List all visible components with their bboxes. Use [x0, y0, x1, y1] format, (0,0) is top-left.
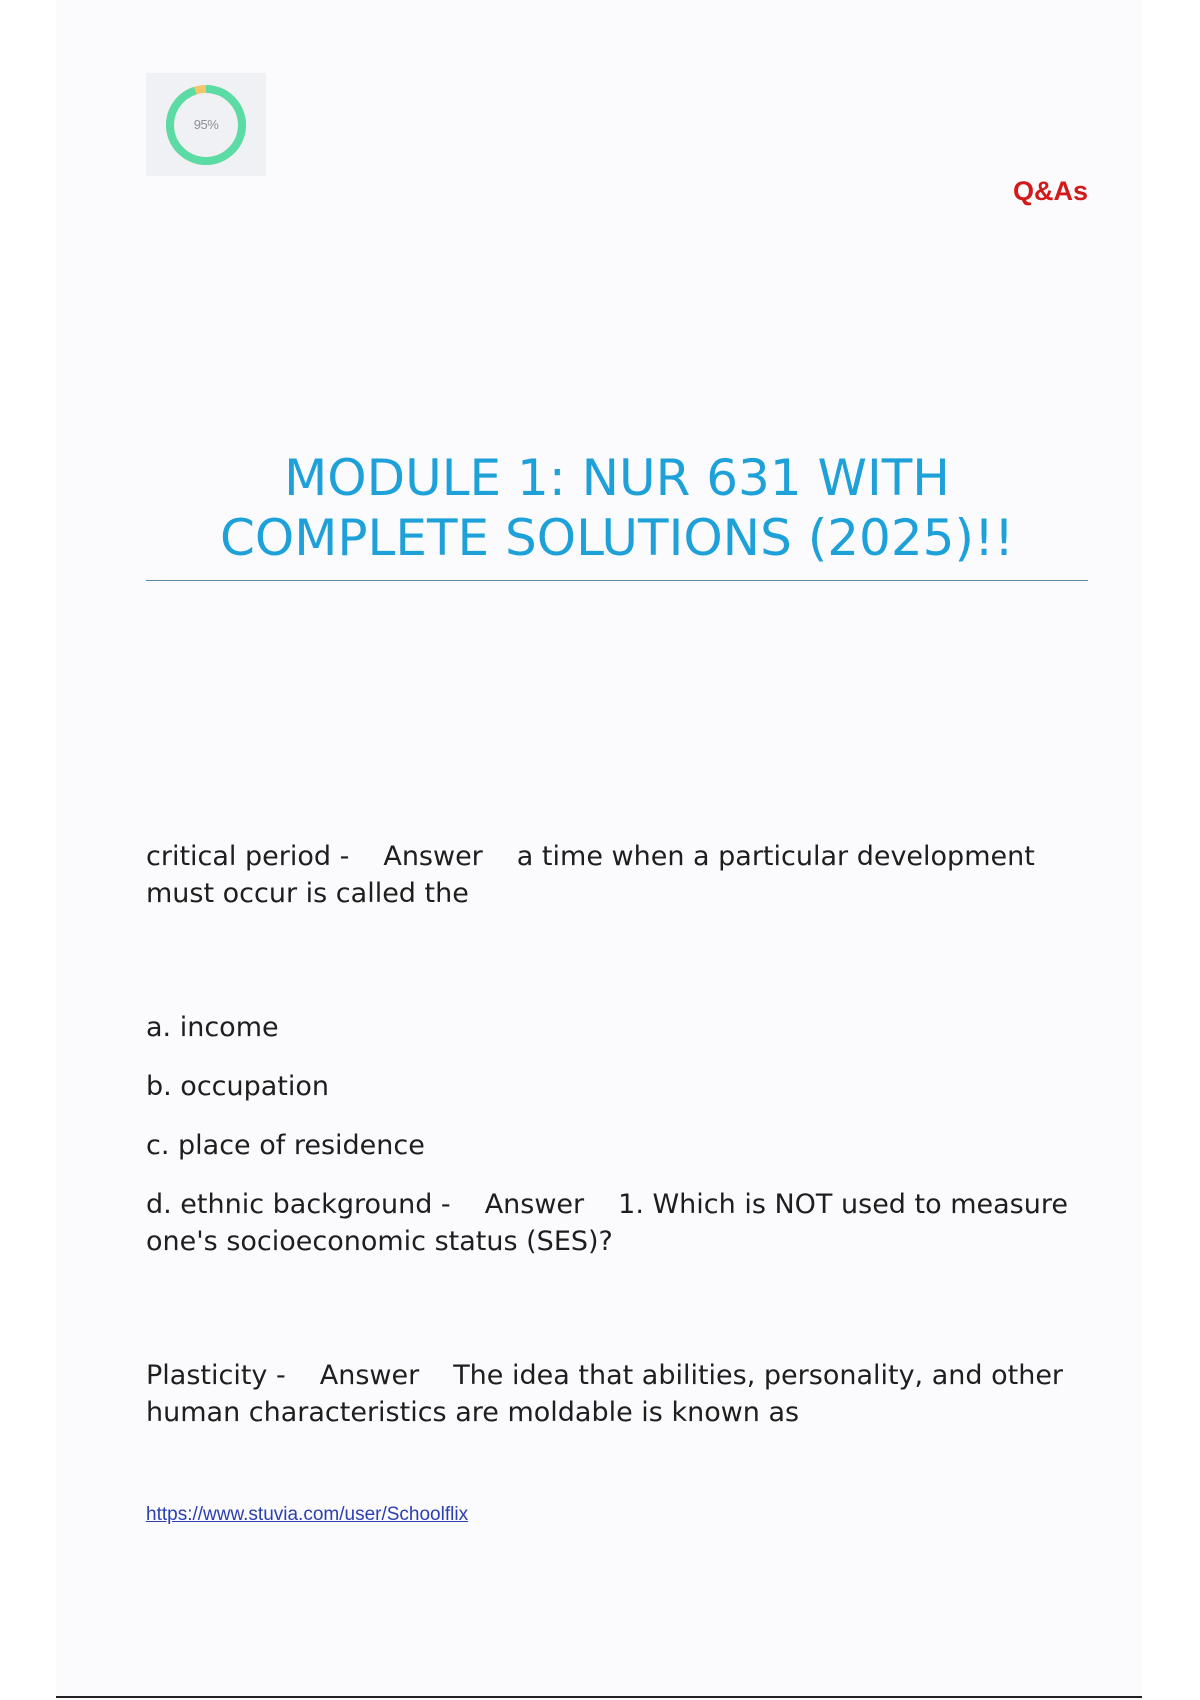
qa-item [146, 838, 1096, 912]
qa-item [146, 1009, 1096, 1260]
qa-answer-label: Answer [319, 1360, 420, 1391]
qa-answer-label: Answer [484, 1189, 585, 1220]
qa-answer-text: The idea that abilities, personality, and other human characteristics are moldable is known as [146, 1360, 1064, 1428]
qa-answer-text: 1. Which is NOT used to measure one's socioeconomic status (SES)? [146, 1189, 1068, 1257]
qa-tag: Q&As [1012, 176, 1088, 206]
option-item: b. occupation [146, 1071, 330, 1102]
footer-rule [56, 1696, 1142, 1698]
qa-answer-label: Answer [383, 841, 483, 872]
qa-term: critical period - [146, 841, 350, 872]
progress-badge [146, 73, 266, 176]
qa-term: d. ethnic background - [146, 1189, 451, 1220]
option-item-with-answer [146, 1186, 1096, 1260]
qa-answer-text: a time when a particular development must occur is called the [146, 841, 1035, 909]
option-item: a. income [146, 1012, 279, 1043]
qa-term: Plasticity - [146, 1360, 286, 1391]
option-item: c. place of residence [146, 1130, 425, 1161]
qa-content [146, 838, 1096, 1533]
document-title: MODULE 1: NUR 631 WITH COMPLETE SOLUTIONS (2025)!! [146, 448, 1088, 581]
qa-item [146, 1357, 1096, 1431]
progress-percent-label: 95% [193, 117, 219, 132]
source-link[interactable]: https://www.stuvia.com/user/Schoolflix [146, 1504, 469, 1525]
